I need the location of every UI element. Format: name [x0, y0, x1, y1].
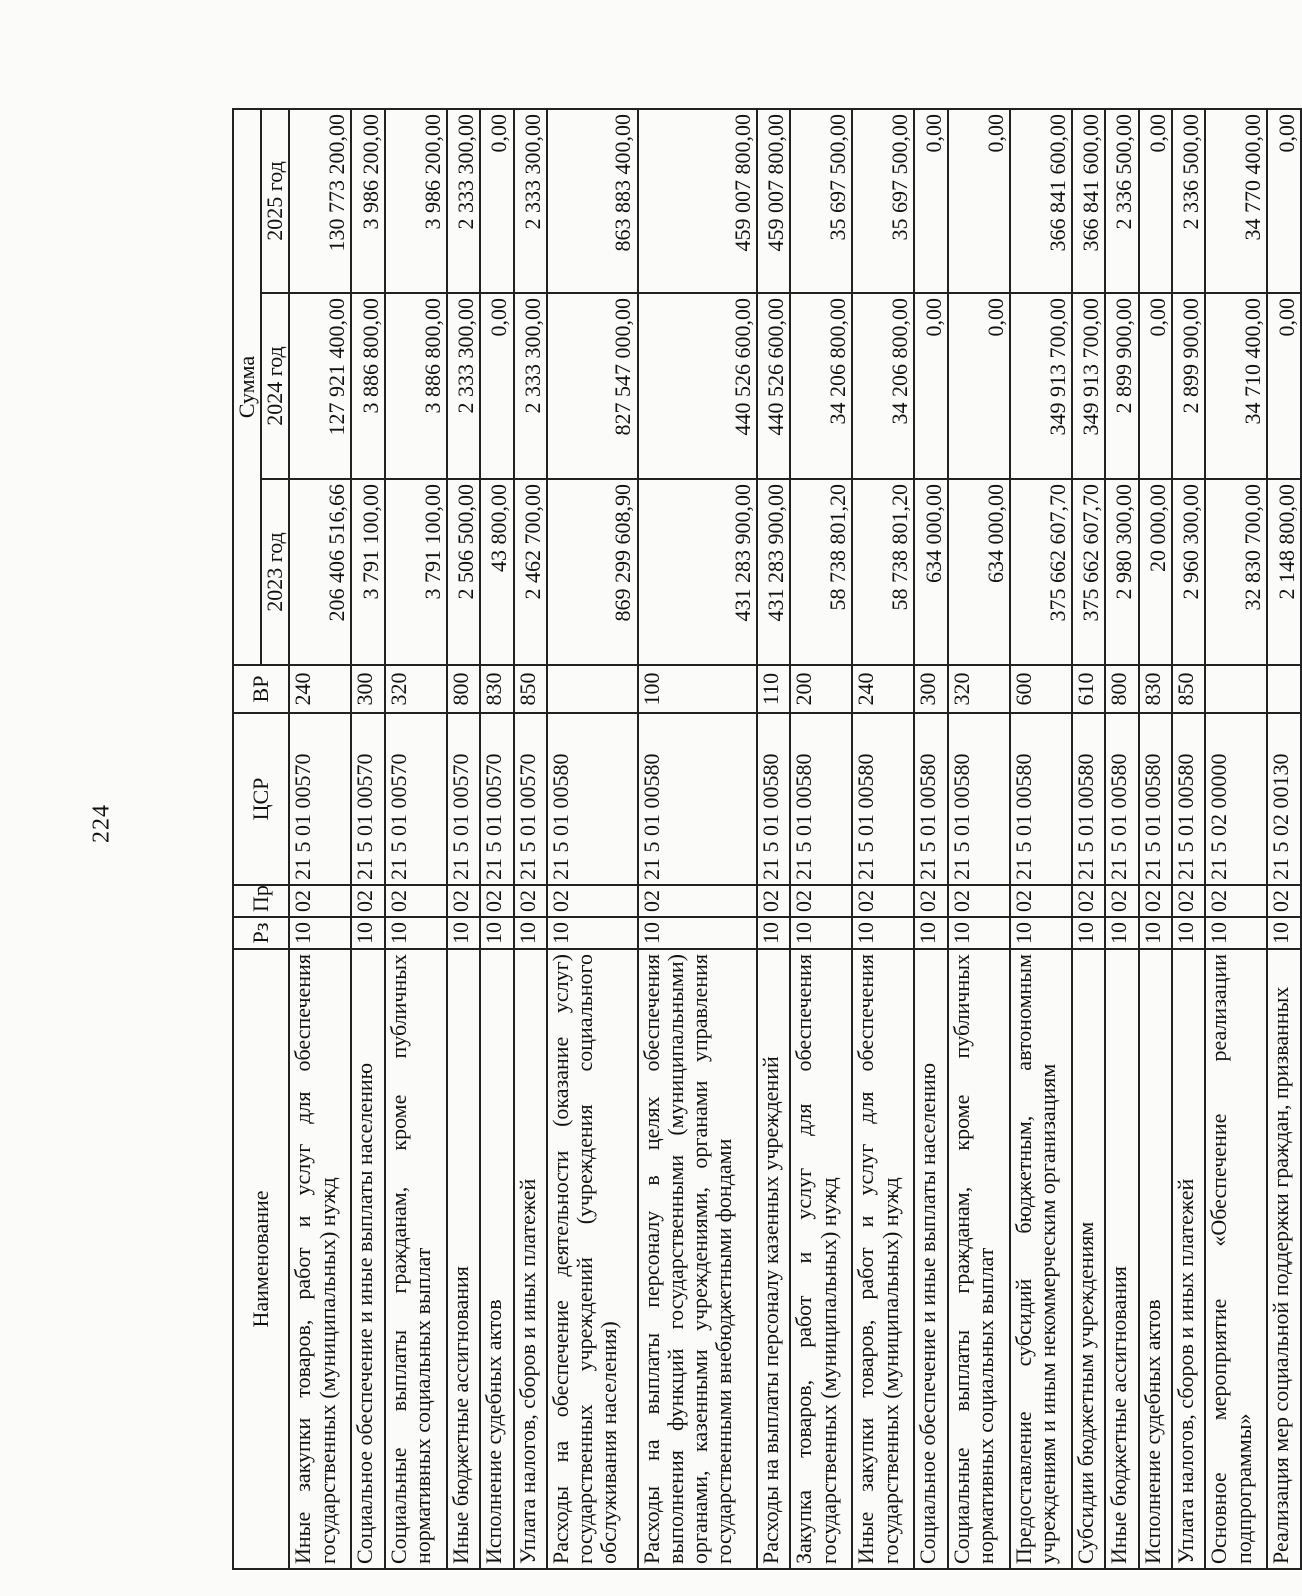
row-pr: 02: [1267, 885, 1301, 917]
header-name: Наименование: [233, 949, 289, 1569]
row-vr: 610: [1072, 665, 1105, 713]
row-rz: 10: [638, 917, 757, 949]
row-csr: 21 5 02 00130: [1267, 713, 1301, 885]
row-amount-2023: 206 406 516,66: [289, 479, 351, 665]
row-name: Иные бюджетные ассигнования: [1105, 949, 1138, 1569]
row-rz: 10: [547, 917, 638, 949]
header-rz: Рз: [233, 917, 289, 949]
row-vr: 300: [351, 665, 384, 713]
row-amount-2023: 3 791 100,00: [385, 479, 447, 665]
row-csr: 21 5 01 00580: [547, 713, 638, 885]
table-row: [852, 109, 914, 1569]
row-rz: 10: [1205, 917, 1267, 949]
row-amount-2023: 32 830 700,00: [1205, 479, 1267, 665]
row-vr: 850: [1172, 665, 1205, 713]
row-pr: 02: [948, 885, 1010, 917]
row-name: Субсидии бюджетным учреждениям: [1072, 949, 1105, 1569]
row-csr: 21 5 01 00570: [447, 713, 480, 885]
row-amount-2025: 0,00: [1267, 109, 1301, 293]
row-pr: 02: [914, 885, 947, 917]
row-amount-2024: 0,00: [914, 293, 947, 479]
row-amount-2024: 34 206 800,00: [852, 293, 914, 479]
row-csr: 21 5 01 00580: [948, 713, 1010, 885]
row-csr: 21 5 01 00570: [385, 713, 447, 885]
row-vr: [547, 665, 638, 713]
row-rz: 10: [790, 917, 852, 949]
row-amount-2023: 431 283 900,00: [638, 479, 757, 665]
row-rz: 10: [1267, 917, 1301, 949]
table-row: [1267, 109, 1301, 1569]
row-name: Исполнение судебных актов: [480, 949, 513, 1569]
row-vr: 600: [1010, 665, 1072, 713]
row-name: Расходы на выплаты персоналу в целях обеспечения выполнения функций государственными (муниципальными) органами, казенными учреждениями, органами управления государственными внебюджетными фондами: [638, 949, 757, 1569]
row-amount-2025: 366 841 600,00: [1010, 109, 1072, 293]
row-pr: 02: [1105, 885, 1138, 917]
row-pr: 02: [1010, 885, 1072, 917]
row-csr: 21 5 01 00580: [1172, 713, 1205, 885]
row-amount-2023: 431 283 900,00: [757, 479, 790, 665]
table-row: [757, 109, 790, 1569]
row-vr: 320: [385, 665, 447, 713]
table-row: [1139, 109, 1172, 1569]
row-amount-2024: 0,00: [480, 293, 513, 479]
row-amount-2024: 2 899 900,00: [1105, 293, 1138, 479]
row-rz: 10: [757, 917, 790, 949]
row-amount-2023: 3 791 100,00: [351, 479, 384, 665]
row-vr: 110: [757, 665, 790, 713]
row-amount-2024: 0,00: [948, 293, 1010, 479]
row-pr: 02: [289, 885, 351, 917]
row-amount-2024: 349 913 700,00: [1072, 293, 1105, 479]
row-amount-2023: 375 662 607,70: [1072, 479, 1105, 665]
row-amount-2024: 349 913 700,00: [1010, 293, 1072, 479]
row-amount-2023: 2 148 800,00: [1267, 479, 1301, 665]
table-row: [638, 109, 757, 1569]
row-amount-2024: 0,00: [1139, 293, 1172, 479]
row-pr: 02: [1139, 885, 1172, 917]
row-amount-2023: 375 662 607,70: [1010, 479, 1072, 665]
table-row: [1172, 109, 1205, 1569]
row-csr: 21 5 01 00580: [1105, 713, 1138, 885]
row-rz: 10: [1072, 917, 1105, 949]
row-name: Иные закупки товаров, работ и услуг для обеспечения государственных (муниципальных) нужд: [289, 949, 351, 1569]
row-rz: 10: [480, 917, 513, 949]
row-name: Закупка товаров, работ и услуг для обеспечения государственных (муниципальных) нужд: [790, 949, 852, 1569]
table-row: [447, 109, 480, 1569]
budget-table: [232, 108, 1302, 1570]
row-csr: 21 5 01 00580: [1010, 713, 1072, 885]
row-amount-2023: 2 980 300,00: [1105, 479, 1138, 665]
row-vr: 800: [447, 665, 480, 713]
row-amount-2025: 34 770 400,00: [1205, 109, 1267, 293]
table-row: [914, 109, 947, 1569]
budget-table-container: [232, 110, 1302, 1570]
row-amount-2023: 43 800,00: [480, 479, 513, 665]
row-rz: 10: [948, 917, 1010, 949]
row-csr: 21 5 01 00580: [638, 713, 757, 885]
table-row: [1105, 109, 1138, 1569]
row-pr: 02: [790, 885, 852, 917]
row-vr: 240: [852, 665, 914, 713]
row-csr: 21 5 01 00570: [289, 713, 351, 885]
row-rz: 10: [447, 917, 480, 949]
header-row-1: [233, 109, 261, 1569]
row-csr: 21 5 01 00580: [914, 713, 947, 885]
row-amount-2023: 58 738 801,20: [790, 479, 852, 665]
row-csr: 21 5 01 00580: [1072, 713, 1105, 885]
header-sum: Сумма: [233, 109, 261, 665]
page-number: 224: [88, 804, 115, 843]
row-amount-2023: 58 738 801,20: [852, 479, 914, 665]
row-name: Расходы на выплаты персоналу казенных учреждений: [757, 949, 790, 1569]
row-amount-2024: 827 547 000,00: [547, 293, 638, 479]
row-amount-2024: 440 526 600,00: [757, 293, 790, 479]
row-name: Социальное обеспечение и иные выплаты населению: [351, 949, 384, 1569]
row-name: Уплата налогов, сборов и иных платежей: [514, 949, 547, 1569]
row-vr: 100: [638, 665, 757, 713]
row-csr: 21 5 01 00580: [757, 713, 790, 885]
row-vr: 850: [514, 665, 547, 713]
row-amount-2025: 3 986 200,00: [385, 109, 447, 293]
table-row: [1205, 109, 1267, 1569]
row-amount-2024: 2 899 900,00: [1172, 293, 1205, 479]
row-name: Социальные выплаты гражданам, кроме публичных нормативных социальных выплат: [385, 949, 447, 1569]
row-amount-2025: 130 773 200,00: [289, 109, 351, 293]
row-csr: 21 5 02 00000: [1205, 713, 1267, 885]
row-amount-2024: 0,00: [1267, 293, 1301, 479]
row-amount-2025: 863 883 400,00: [547, 109, 638, 293]
row-pr: 02: [1205, 885, 1267, 917]
row-name: Социальное обеспечение и иные выплаты населению: [914, 949, 947, 1569]
row-amount-2025: 0,00: [1139, 109, 1172, 293]
row-amount-2025: 35 697 500,00: [790, 109, 852, 293]
table-row: [351, 109, 384, 1569]
row-amount-2025: 0,00: [914, 109, 947, 293]
row-pr: 02: [852, 885, 914, 917]
row-name: Иные бюджетные ассигнования: [447, 949, 480, 1569]
row-pr: 02: [447, 885, 480, 917]
row-rz: 10: [514, 917, 547, 949]
row-pr: 02: [514, 885, 547, 917]
row-amount-2025: 2 336 500,00: [1172, 109, 1205, 293]
row-name: Социальные выплаты гражданам, кроме публичных нормативных социальных выплат: [948, 949, 1010, 1569]
row-vr: 800: [1105, 665, 1138, 713]
row-amount-2025: 2 336 500,00: [1105, 109, 1138, 293]
row-amount-2025: 459 007 800,00: [638, 109, 757, 293]
table-row: [289, 109, 351, 1569]
row-amount-2023: 2 506 500,00: [447, 479, 480, 665]
header-vr: ВР: [233, 665, 289, 713]
row-name: Основное мероприятие «Обеспечение реализации подпрограммы»: [1205, 949, 1267, 1569]
row-rz: 10: [852, 917, 914, 949]
row-rz: 10: [385, 917, 447, 949]
row-amount-2023: 2 960 300,00: [1172, 479, 1205, 665]
row-vr: 300: [914, 665, 947, 713]
row-name: Предоставление субсидий бюджетным, автономным учреждениям и иным некоммерческим организациям: [1010, 949, 1072, 1569]
row-csr: 21 5 01 00570: [480, 713, 513, 885]
header-csr: ЦСР: [233, 713, 289, 885]
row-vr: 830: [1139, 665, 1172, 713]
row-rz: 10: [1139, 917, 1172, 949]
table-row: [385, 109, 447, 1569]
row-vr: 200: [790, 665, 852, 713]
row-amount-2025: 35 697 500,00: [852, 109, 914, 293]
row-rz: 10: [1010, 917, 1072, 949]
row-csr: 21 5 01 00580: [852, 713, 914, 885]
row-amount-2024: 3 886 800,00: [385, 293, 447, 479]
row-pr: 02: [638, 885, 757, 917]
row-amount-2025: 2 333 300,00: [514, 109, 547, 293]
row-pr: 02: [757, 885, 790, 917]
row-amount-2023: 20 000,00: [1139, 479, 1172, 665]
row-amount-2023: 2 462 700,00: [514, 479, 547, 665]
header-2025: 2025 год: [261, 109, 289, 293]
row-name: Реализация мер социальной поддержки граждан, призванных: [1267, 949, 1301, 1569]
row-amount-2025: 459 007 800,00: [757, 109, 790, 293]
table-row: [1072, 109, 1105, 1569]
row-pr: 02: [480, 885, 513, 917]
row-amount-2024: 2 333 300,00: [514, 293, 547, 479]
row-pr: 02: [385, 885, 447, 917]
row-pr: 02: [1072, 885, 1105, 917]
row-amount-2024: 2 333 300,00: [447, 293, 480, 479]
row-amount-2024: 127 921 400,00: [289, 293, 351, 479]
row-amount-2024: 34 710 400,00: [1205, 293, 1267, 479]
row-amount-2023: 634 000,00: [914, 479, 947, 665]
row-rz: 10: [289, 917, 351, 949]
row-rz: 10: [1105, 917, 1138, 949]
row-rz: 10: [914, 917, 947, 949]
row-amount-2023: 634 000,00: [948, 479, 1010, 665]
row-amount-2024: 3 886 800,00: [351, 293, 384, 479]
row-amount-2025: 366 841 600,00: [1072, 109, 1105, 293]
table-row: [480, 109, 513, 1569]
row-name: Уплата налогов, сборов и иных платежей: [1172, 949, 1205, 1569]
row-pr: 02: [547, 885, 638, 917]
row-rz: 10: [351, 917, 384, 949]
row-amount-2025: 3 986 200,00: [351, 109, 384, 293]
row-pr: 02: [351, 885, 384, 917]
row-vr: 320: [948, 665, 1010, 713]
row-pr: 02: [1172, 885, 1205, 917]
row-csr: 21 5 01 00570: [351, 713, 384, 885]
table-row: [547, 109, 638, 1569]
row-vr: 830: [480, 665, 513, 713]
row-csr: 21 5 01 00580: [1139, 713, 1172, 885]
table-row: [514, 109, 547, 1569]
table-row: [790, 109, 852, 1569]
row-name: Исполнение судебных актов: [1139, 949, 1172, 1569]
row-csr: 21 5 01 00570: [514, 713, 547, 885]
row-amount-2024: 440 526 600,00: [638, 293, 757, 479]
table-body: [289, 109, 1301, 1569]
header-2023: 2023 год: [261, 479, 289, 665]
row-amount-2025: 0,00: [948, 109, 1010, 293]
row-amount-2024: 34 206 800,00: [790, 293, 852, 479]
table-row: [1010, 109, 1072, 1569]
row-amount-2025: 0,00: [480, 109, 513, 293]
row-vr: 240: [289, 665, 351, 713]
row-rz: 10: [1172, 917, 1205, 949]
row-vr: [1205, 665, 1267, 713]
row-vr: [1267, 665, 1301, 713]
row-name: Иные закупки товаров, работ и услуг для обеспечения государственных (муниципальных) нужд: [852, 949, 914, 1569]
row-name: Расходы на обеспечение деятельности (оказание услуг) государственных учреждений (учреждения социального обслуживания населения): [547, 949, 638, 1569]
table-row: [948, 109, 1010, 1569]
header-2024: 2024 год: [261, 293, 289, 479]
row-amount-2023: 869 299 608,90: [547, 479, 638, 665]
header-pr: Пр: [233, 885, 289, 917]
row-amount-2025: 2 333 300,00: [447, 109, 480, 293]
row-csr: 21 5 01 00580: [790, 713, 852, 885]
